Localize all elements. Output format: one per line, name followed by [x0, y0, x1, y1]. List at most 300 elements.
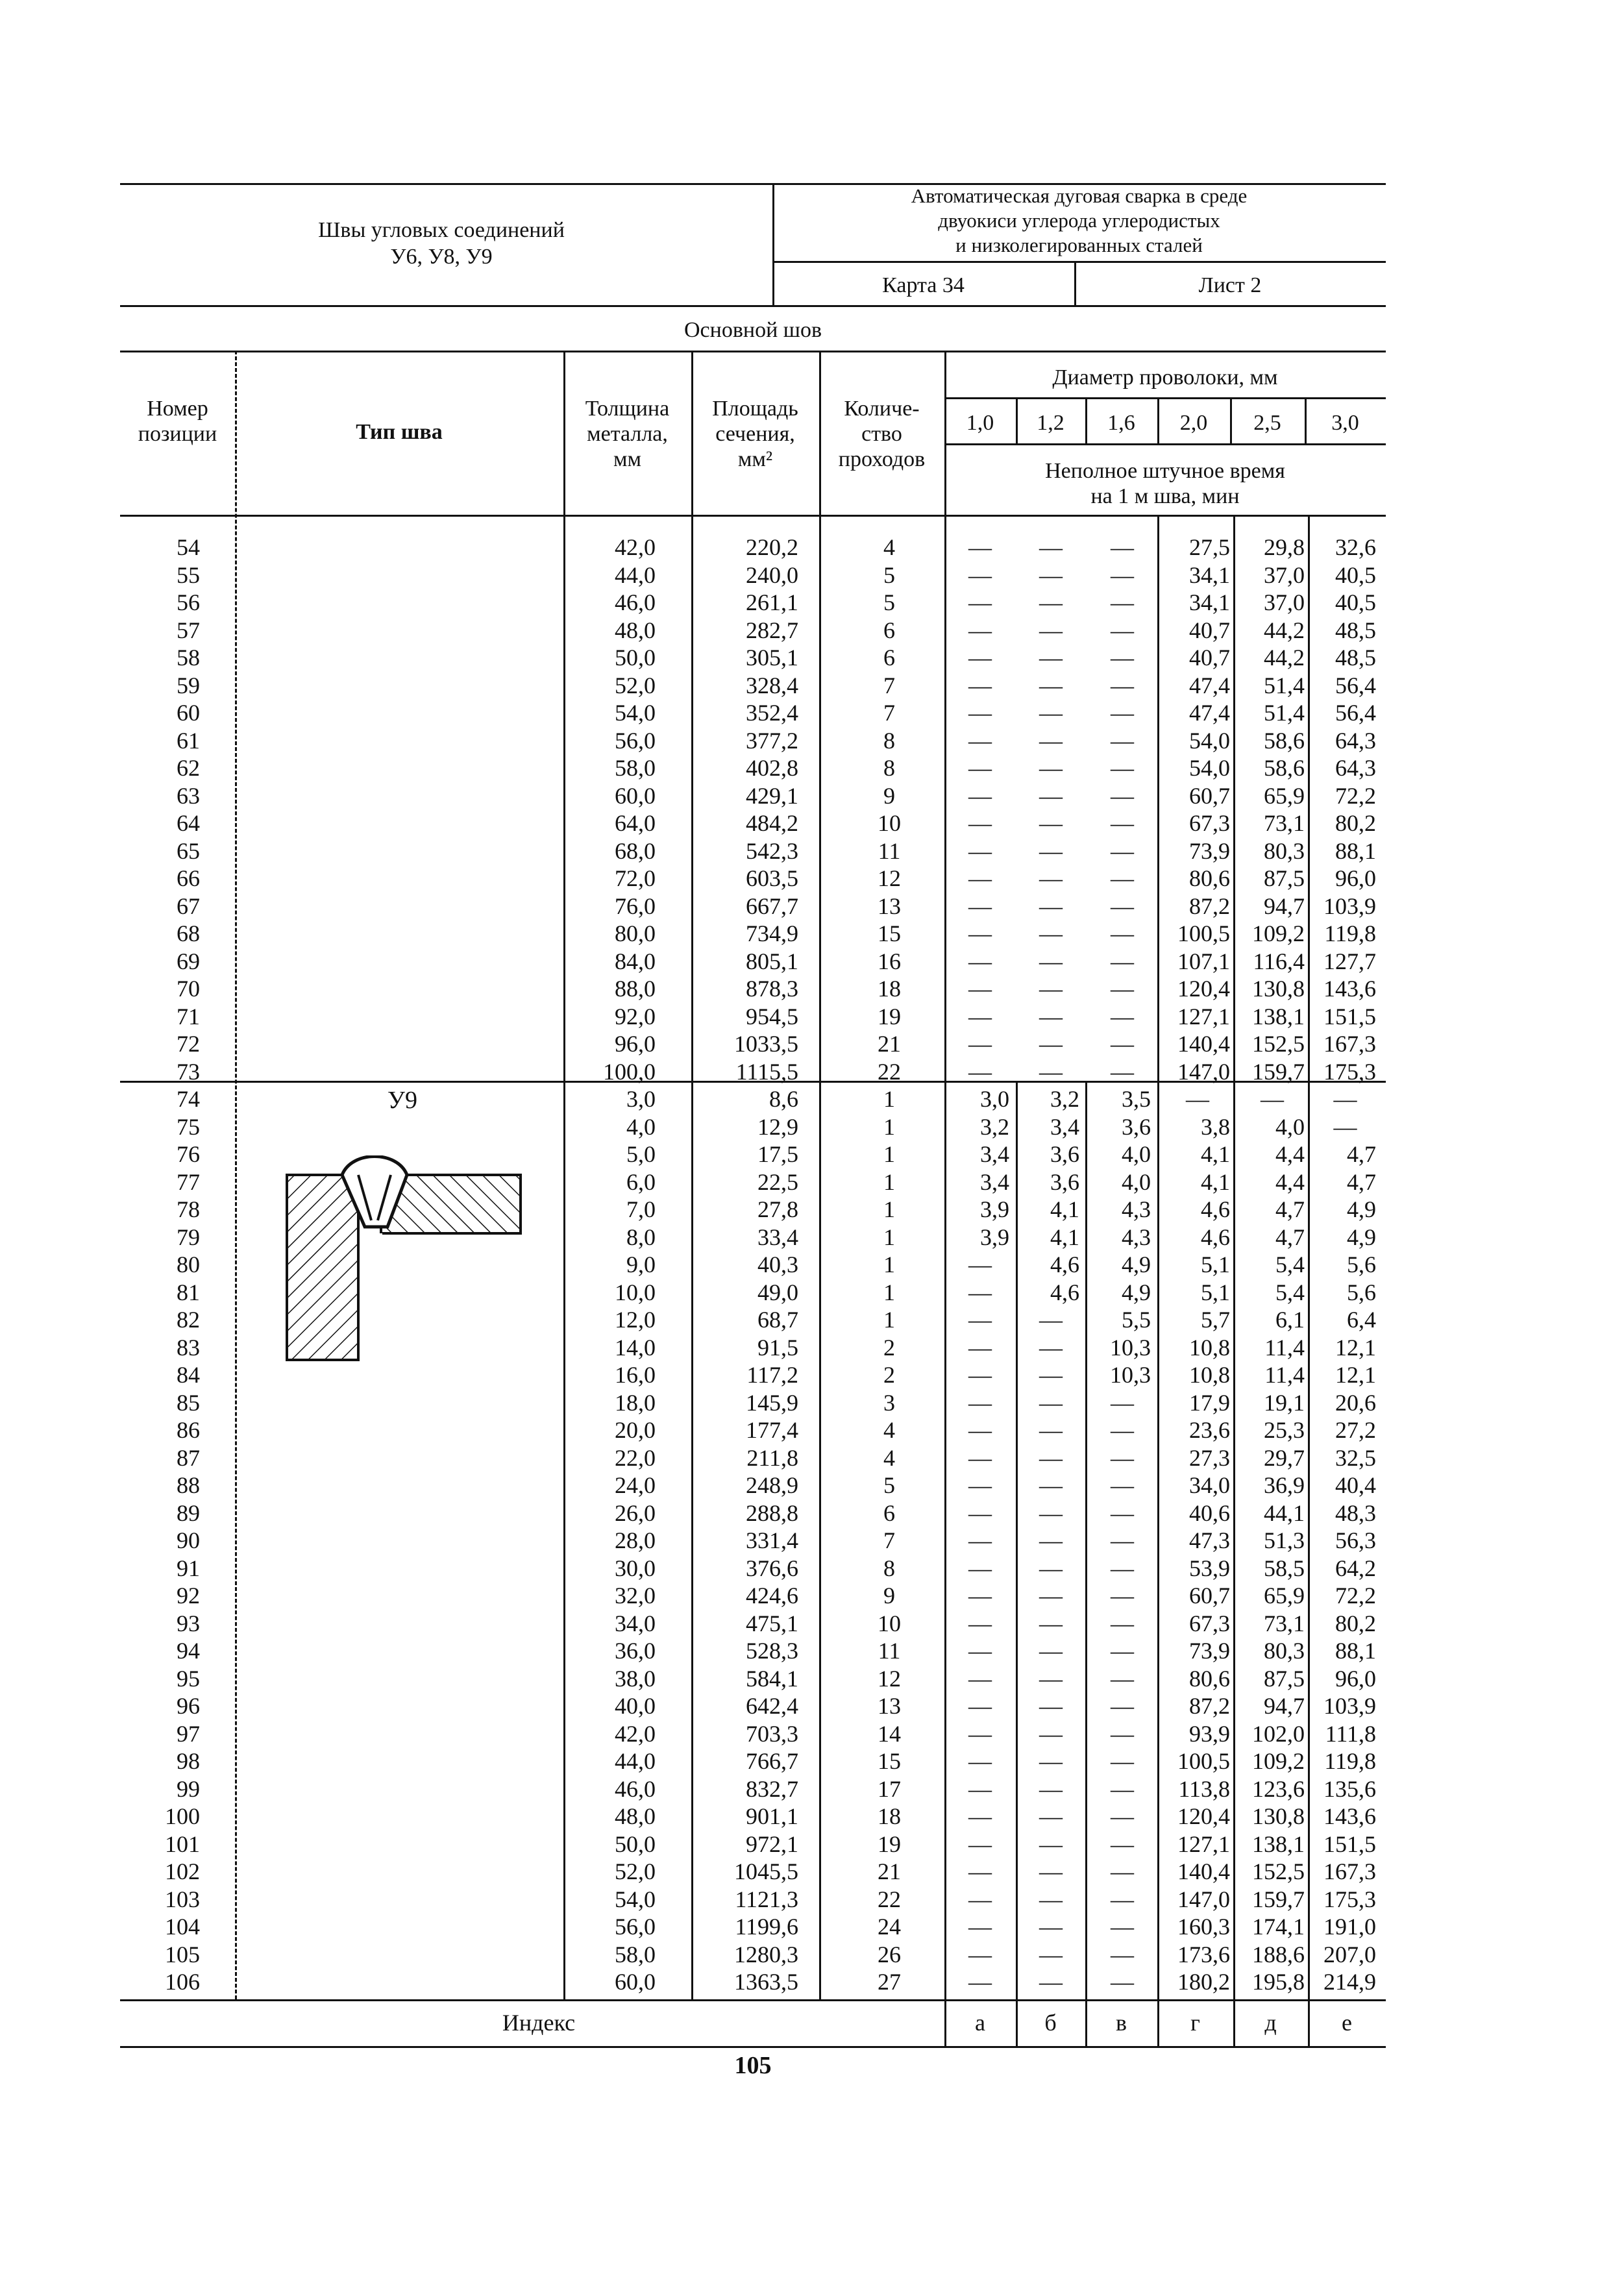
time-d3-0-cell: 40,5 — [1335, 561, 1376, 588]
position-number-cell: 89 — [177, 1499, 200, 1526]
time-d2-0-cell: 17,9 — [1189, 1389, 1230, 1416]
col-header-area-2: сечения, — [715, 422, 795, 446]
time-d3-0-cell: 167,3 — [1323, 1031, 1376, 1057]
time-d2-0-cell: 140,4 — [1177, 1858, 1230, 1884]
pass-count-cell: 6 — [883, 617, 895, 643]
time-d2-0-cell: 53,9 — [1189, 1555, 1230, 1581]
pass-count-cell: 11 — [878, 1638, 901, 1664]
time-d1-0-cell: — — [968, 700, 992, 726]
table-top-rule — [120, 351, 1386, 352]
position-number-cell: 80 — [177, 1252, 200, 1277]
time-d3-0-cell: 143,6 — [1323, 1803, 1376, 1829]
section-area-cell: 603,5 — [746, 865, 798, 891]
pass-count-cell: 3 — [883, 1389, 895, 1416]
pass-count-cell: 15 — [878, 1748, 901, 1774]
col-header-thickness-2: металла, — [587, 422, 668, 446]
table-row — [0, 1416, 1624, 1444]
time-d2-0-cell: 173,6 — [1177, 1941, 1230, 1967]
metal-thickness-cell: 46,0 — [615, 589, 656, 615]
section-area-cell: 1033,5 — [734, 1031, 798, 1057]
time-d3-0-cell: 40,5 — [1335, 589, 1376, 615]
pass-count-cell: 14 — [878, 1720, 901, 1747]
pass-count-cell: 12 — [878, 1665, 901, 1692]
pass-count-cell: 6 — [883, 645, 895, 671]
time-d1-2-cell: — — [1039, 1775, 1063, 1802]
section-area-cell: 12,9 — [757, 1113, 798, 1140]
position-number-cell: 73 — [177, 1058, 200, 1085]
time-d2-0-cell: 5,7 — [1201, 1307, 1230, 1333]
section-area-cell: 220,2 — [746, 534, 798, 560]
pass-count-cell: 15 — [878, 920, 901, 946]
time-d1-6-cell: 4,3 — [1122, 1196, 1151, 1222]
metal-thickness-cell: 14,0 — [615, 1334, 656, 1361]
table-row — [0, 1637, 1624, 1665]
pass-count-cell: 8 — [883, 755, 895, 781]
time-d1-0-cell: — — [968, 1858, 992, 1884]
diameter-2-0: 2,0 — [1179, 411, 1208, 435]
pass-count-cell: 5 — [883, 1472, 895, 1498]
metal-thickness-cell: 22,0 — [615, 1444, 656, 1471]
time-d2-0-cell: 27,3 — [1189, 1444, 1230, 1471]
table-row — [0, 1389, 1624, 1417]
diameter-1-6: 1,6 — [1107, 411, 1135, 435]
time-d1-2-cell: — — [1039, 1720, 1063, 1747]
time-d1-0-cell: — — [968, 1831, 992, 1857]
time-d1-6-cell: 3,6 — [1122, 1113, 1151, 1140]
metal-thickness-cell: 92,0 — [615, 1003, 656, 1030]
section-area-cell: 484,2 — [746, 810, 798, 836]
page-number: 105 — [734, 2052, 772, 2079]
section-area-cell: 1363,5 — [734, 1969, 798, 1995]
time-d3-0-cell: 151,5 — [1323, 1003, 1376, 1030]
time-d3-0-cell: — — [1333, 1086, 1357, 1112]
pass-count-cell: 24 — [878, 1914, 901, 1940]
time-d2-5-cell: 5,4 — [1275, 1252, 1305, 1277]
time-d2-0-cell: 67,3 — [1189, 810, 1230, 836]
time-d1-0-cell: — — [968, 920, 992, 946]
table-row — [0, 1168, 1624, 1196]
time-d2-0-cell: 100,5 — [1177, 920, 1230, 946]
metal-thickness-cell: 44,0 — [615, 1748, 656, 1774]
position-number-cell: 97 — [177, 1720, 200, 1747]
time-d2-5-cell: 123,6 — [1252, 1775, 1305, 1802]
header-right-line-2: двуокиси углерода углеродистых — [938, 209, 1220, 232]
time-d3-0-cell: 56,3 — [1335, 1527, 1376, 1553]
time-d1-0-cell: — — [968, 810, 992, 836]
time-d2-0-cell: 34,1 — [1189, 589, 1230, 615]
time-d1-2-cell: — — [1039, 561, 1063, 588]
time-d1-2-cell: — — [1039, 1583, 1063, 1609]
time-d3-0-cell: 12,1 — [1335, 1334, 1376, 1361]
time-d1-2-cell: — — [1039, 865, 1063, 891]
metal-thickness-cell: 72,0 — [615, 865, 656, 891]
time-d2-0-cell: 4,1 — [1201, 1141, 1230, 1167]
time-d2-0-cell: 5,1 — [1201, 1252, 1230, 1277]
time-d3-0-cell: 214,9 — [1323, 1969, 1376, 1995]
time-d1-0-cell: — — [968, 1969, 992, 1995]
metal-thickness-cell: 48,0 — [615, 1803, 656, 1829]
time-d3-0-cell: 56,4 — [1335, 672, 1376, 698]
time-d2-5-cell: 80,3 — [1264, 1638, 1305, 1664]
pass-count-cell: 4 — [883, 534, 895, 560]
time-d3-0-cell: 72,2 — [1335, 1583, 1376, 1609]
time-d2-5-cell: 174,1 — [1252, 1914, 1305, 1940]
metal-thickness-cell: 50,0 — [615, 1831, 656, 1857]
position-number-cell: 94 — [177, 1638, 200, 1664]
metal-thickness-cell: 58,0 — [615, 1941, 656, 1967]
time-d1-6-cell: — — [1111, 1693, 1134, 1719]
time-d2-0-cell: 34,0 — [1189, 1472, 1230, 1498]
time-d1-0-cell: — — [968, 645, 992, 671]
metal-thickness-cell: 60,0 — [615, 782, 656, 809]
time-d2-0-cell: 87,2 — [1189, 1693, 1230, 1719]
time-d2-5-cell: 94,7 — [1264, 893, 1305, 919]
time-d1-0-cell: — — [968, 1914, 992, 1940]
pass-count-cell: 13 — [878, 893, 901, 919]
time-d1-2-cell: — — [1039, 1748, 1063, 1774]
time-d1-6-cell: — — [1111, 948, 1134, 974]
time-d2-0-cell: 160,3 — [1177, 1914, 1230, 1940]
metal-thickness-cell: 34,0 — [615, 1610, 656, 1636]
time-d1-2-cell: 3,6 — [1050, 1141, 1079, 1167]
time-d1-0-cell: — — [968, 893, 992, 919]
time-d1-6-cell: 4,9 — [1122, 1252, 1151, 1277]
time-d2-5-cell: 87,5 — [1264, 1665, 1305, 1692]
position-number-cell: 68 — [177, 920, 200, 946]
pass-count-cell: 9 — [883, 1583, 895, 1609]
time-d3-0-cell: 96,0 — [1335, 1665, 1376, 1692]
table-row — [0, 1555, 1624, 1583]
pass-count-cell: 22 — [878, 1058, 901, 1085]
metal-thickness-cell: 42,0 — [615, 534, 656, 560]
time-d1-0-cell: 3,9 — [980, 1196, 1009, 1222]
table-row — [0, 1803, 1624, 1831]
time-d2-5-cell: 19,1 — [1264, 1389, 1305, 1416]
section-area-cell: 528,3 — [746, 1638, 798, 1664]
table-row — [0, 1196, 1624, 1224]
time-d3-0-cell: 103,9 — [1323, 893, 1376, 919]
time-d1-0-cell: — — [968, 589, 992, 615]
time-d2-0-cell: 23,6 — [1189, 1417, 1230, 1443]
time-d1-2-cell: — — [1039, 1362, 1063, 1388]
pass-count-cell: 7 — [883, 1527, 895, 1553]
time-d1-6-cell: — — [1111, 1720, 1134, 1747]
time-d3-0-cell: 40,4 — [1335, 1472, 1376, 1498]
pass-count-cell: 6 — [883, 1499, 895, 1526]
metal-thickness-cell: 80,0 — [615, 920, 656, 946]
time-d1-2-cell: — — [1039, 1417, 1063, 1443]
time-d1-2-cell: — — [1039, 1307, 1063, 1333]
pass-count-cell: 13 — [878, 1693, 901, 1719]
time-d1-2-cell: — — [1039, 1058, 1063, 1085]
section-area-cell: 33,4 — [757, 1224, 798, 1250]
section-area-cell: 1121,3 — [735, 1886, 798, 1912]
table-row — [0, 1251, 1624, 1279]
time-d2-5-cell: 51,4 — [1264, 700, 1305, 726]
time-d1-0-cell: — — [968, 1389, 992, 1416]
col-header-passes-1: Количе- — [844, 397, 920, 421]
time-d2-0-cell: 60,7 — [1189, 782, 1230, 809]
table-row — [0, 1444, 1624, 1472]
time-d2-0-cell: 4,6 — [1201, 1196, 1230, 1222]
pass-count-cell: 8 — [883, 1555, 895, 1581]
position-number-cell: 95 — [177, 1665, 200, 1692]
section-area-cell: 429,1 — [746, 782, 798, 809]
pass-count-cell: 21 — [878, 1031, 901, 1057]
diameter-1-2: 1,2 — [1037, 411, 1064, 435]
time-d3-0-cell: 151,5 — [1323, 1831, 1376, 1857]
time-d2-0-cell: 147,0 — [1177, 1058, 1230, 1085]
metal-thickness-cell: 38,0 — [615, 1665, 656, 1692]
time-d1-6-cell: — — [1111, 810, 1134, 836]
time-d3-0-cell: 80,2 — [1335, 810, 1376, 836]
time-d1-2-cell: 4,6 — [1050, 1279, 1079, 1305]
time-d3-0-cell: 80,2 — [1335, 1610, 1376, 1636]
time-d1-0-cell: — — [968, 1499, 992, 1526]
col-header-time-1: Неполное штучное время — [1045, 459, 1285, 483]
time-d1-0-cell: — — [968, 1803, 992, 1829]
position-number-cell: 74 — [177, 1086, 200, 1112]
position-number-cell: 76 — [177, 1141, 200, 1167]
time-d3-0-cell: 88,1 — [1335, 1638, 1376, 1664]
section-area-cell: 642,4 — [746, 1693, 798, 1719]
table-row — [0, 1831, 1624, 1858]
metal-thickness-cell: 64,0 — [615, 810, 656, 836]
time-d1-0-cell: — — [968, 1775, 992, 1802]
time-d2-5-cell: 73,1 — [1264, 1610, 1305, 1636]
time-d3-0-cell: 6,4 — [1347, 1307, 1376, 1333]
time-d1-6-cell: — — [1111, 1941, 1134, 1967]
time-d1-6-cell: — — [1111, 617, 1134, 643]
time-d2-0-cell: 120,4 — [1177, 1803, 1230, 1829]
position-number-cell: 67 — [177, 893, 200, 919]
time-d2-5-cell: 80,3 — [1264, 837, 1305, 864]
time-d1-6-cell: — — [1111, 1969, 1134, 1995]
pass-count-cell: 1 — [883, 1113, 895, 1140]
time-d2-5-cell: 87,5 — [1264, 865, 1305, 891]
section-area-cell: 288,8 — [746, 1499, 798, 1526]
diameter-values-rule — [944, 443, 1386, 445]
time-d1-6-cell: — — [1111, 1748, 1134, 1774]
time-d3-0-cell: 64,3 — [1335, 727, 1376, 754]
time-d1-2-cell: — — [1039, 534, 1063, 560]
time-d1-6-cell: 5,5 — [1122, 1307, 1151, 1333]
section-title: Основной шов — [683, 318, 822, 342]
table-row — [0, 1058, 1624, 1086]
index-letter-a: а — [975, 2010, 985, 2036]
time-d1-2-cell: — — [1039, 1803, 1063, 1829]
position-number-cell: 99 — [177, 1775, 200, 1802]
time-d1-6-cell: — — [1111, 700, 1134, 726]
header-right-line-1: Автоматическая дуговая сварка в среде — [911, 184, 1248, 207]
time-d3-0-cell: 4,9 — [1347, 1196, 1376, 1222]
table-row — [0, 1279, 1624, 1307]
time-d2-0-cell: — — [1186, 1086, 1209, 1112]
section-area-cell: 667,7 — [746, 893, 798, 919]
section-area-cell: 377,2 — [746, 727, 798, 754]
time-d3-0-cell: 167,3 — [1323, 1858, 1376, 1884]
time-d1-0-cell: — — [968, 727, 992, 754]
pass-count-cell: 26 — [878, 1941, 901, 1967]
time-d2-0-cell: 47,4 — [1189, 672, 1230, 698]
time-d2-5-cell: 25,3 — [1264, 1417, 1305, 1443]
time-d1-6-cell: — — [1111, 645, 1134, 671]
metal-thickness-cell: 24,0 — [615, 1472, 656, 1498]
time-d2-0-cell: 73,9 — [1189, 837, 1230, 864]
time-d3-0-cell: 103,9 — [1323, 1693, 1376, 1719]
position-number-cell: 56 — [177, 589, 200, 615]
section-area-cell: 117,2 — [746, 1362, 798, 1388]
time-d1-2-cell: — — [1039, 1969, 1063, 1995]
table-row — [0, 561, 1624, 589]
time-d1-6-cell: — — [1111, 976, 1134, 1002]
position-number-cell: 79 — [177, 1224, 200, 1250]
metal-thickness-cell: 6,0 — [626, 1168, 656, 1195]
time-d3-0-cell: 88,1 — [1335, 837, 1376, 864]
table-row — [0, 1306, 1624, 1334]
time-d1-0-cell: — — [968, 1941, 992, 1967]
time-d1-2-cell: — — [1039, 1941, 1063, 1967]
time-d2-5-cell: 159,7 — [1252, 1058, 1305, 1085]
header-bottom-rule — [120, 305, 1386, 307]
time-d1-2-cell: — — [1039, 1831, 1063, 1857]
time-d2-0-cell: 10,8 — [1189, 1334, 1230, 1361]
section-area-cell: 766,7 — [746, 1748, 798, 1774]
table-row — [0, 1030, 1624, 1058]
position-number-cell: 96 — [177, 1693, 200, 1719]
time-d1-6-cell: — — [1111, 920, 1134, 946]
pass-count-cell: 4 — [883, 1444, 895, 1471]
time-d1-0-cell: — — [968, 534, 992, 560]
position-number-cell: 55 — [177, 561, 200, 588]
time-d2-5-cell: 4,4 — [1275, 1141, 1305, 1167]
time-d3-0-cell: 72,2 — [1335, 782, 1376, 809]
metal-thickness-cell: 56,0 — [615, 727, 656, 754]
time-d1-6-cell: — — [1111, 1417, 1134, 1443]
time-d1-0-cell: — — [968, 948, 992, 974]
time-d1-6-cell: — — [1111, 561, 1134, 588]
time-d2-5-cell: — — [1261, 1086, 1284, 1112]
time-d1-0-cell: — — [968, 1527, 992, 1553]
time-d1-0-cell: — — [968, 617, 992, 643]
time-d1-2-cell: — — [1039, 672, 1063, 698]
time-d2-5-cell: 65,9 — [1264, 782, 1305, 809]
time-d1-0-cell: — — [968, 1638, 992, 1664]
col-header-passes-3: проходов — [838, 447, 926, 471]
position-number-cell: 62 — [177, 755, 200, 781]
section-area-cell: 27,8 — [757, 1196, 798, 1222]
time-d2-5-cell: 29,8 — [1264, 534, 1305, 560]
time-d3-0-cell: 4,7 — [1347, 1168, 1376, 1195]
position-number-cell: 106 — [165, 1969, 200, 1995]
card-number: Карта 34 — [882, 273, 965, 297]
time-d3-0-cell: 5,6 — [1347, 1279, 1376, 1305]
position-number-cell: 87 — [177, 1444, 200, 1471]
time-d1-0-cell: — — [968, 1031, 992, 1057]
metal-thickness-cell: 96,0 — [615, 1031, 656, 1057]
time-d3-0-cell: 175,3 — [1323, 1058, 1376, 1085]
header-right-line-3: и низколегированных сталей — [955, 234, 1203, 256]
metal-thickness-cell: 42,0 — [615, 1720, 656, 1747]
section-area-cell: 17,5 — [757, 1141, 798, 1167]
time-d1-6-cell: — — [1111, 1638, 1134, 1664]
time-d1-0-cell: — — [968, 837, 992, 864]
time-d2-0-cell: 4,1 — [1201, 1168, 1230, 1195]
table-row — [0, 1775, 1624, 1803]
metal-thickness-cell: 5,0 — [626, 1141, 656, 1167]
time-d2-5-cell: 58,5 — [1264, 1555, 1305, 1581]
time-d2-5-cell: 130,8 — [1252, 1803, 1305, 1829]
time-d1-2-cell: — — [1039, 1334, 1063, 1361]
time-d1-6-cell: — — [1111, 1775, 1134, 1802]
pass-count-cell: 5 — [883, 589, 895, 615]
col-header-position-2: позиции — [138, 422, 217, 446]
section-area-cell: 282,7 — [746, 617, 798, 643]
metal-thickness-cell: 58,0 — [615, 755, 656, 781]
table-row — [0, 782, 1624, 810]
table-body-group-2 — [0, 1085, 1624, 1995]
time-d1-2-cell: — — [1039, 1914, 1063, 1940]
position-number-cell: 105 — [165, 1941, 200, 1967]
metal-thickness-cell: 50,0 — [615, 645, 656, 671]
time-d1-0-cell: 3,4 — [980, 1168, 1009, 1195]
time-d2-5-cell: 5,4 — [1275, 1279, 1305, 1305]
section-area-cell: 972,1 — [746, 1831, 798, 1857]
time-d1-0-cell: — — [968, 561, 992, 588]
metal-thickness-cell: 12,0 — [615, 1307, 656, 1333]
time-d2-0-cell: 47,4 — [1189, 700, 1230, 726]
col-header-thickness-1: Толщина — [585, 397, 670, 421]
position-number-cell: 70 — [177, 976, 200, 1002]
time-d2-0-cell: 3,8 — [1201, 1113, 1230, 1140]
time-d1-0-cell: — — [968, 865, 992, 891]
time-d1-6-cell: — — [1111, 1858, 1134, 1884]
col-header-seam-type: Тип шва — [356, 420, 443, 444]
pass-count-cell: 21 — [878, 1858, 901, 1884]
time-d3-0-cell: 135,6 — [1323, 1775, 1376, 1802]
time-d2-5-cell: 188,6 — [1252, 1941, 1305, 1967]
time-d1-0-cell: — — [968, 1362, 992, 1388]
section-area-cell: 1280,3 — [734, 1941, 798, 1967]
position-number-cell: 58 — [177, 645, 200, 671]
section-area-cell: 832,7 — [746, 1775, 798, 1802]
metal-thickness-cell: 9,0 — [626, 1252, 656, 1277]
position-number-cell: 104 — [165, 1914, 200, 1940]
position-number-cell: 98 — [177, 1748, 200, 1774]
pass-count-cell: 5 — [883, 561, 895, 588]
table-row — [0, 754, 1624, 782]
pass-count-cell: 19 — [878, 1831, 901, 1857]
time-d3-0-cell: 119,8 — [1324, 1748, 1376, 1774]
time-d3-0-cell: 56,4 — [1335, 700, 1376, 726]
time-d1-2-cell: — — [1039, 1003, 1063, 1030]
time-d3-0-cell: — — [1333, 1113, 1357, 1140]
position-number-cell: 90 — [177, 1527, 200, 1553]
metal-thickness-cell: 10,0 — [615, 1279, 656, 1305]
table-row — [0, 1582, 1624, 1610]
time-d2-5-cell: 130,8 — [1252, 976, 1305, 1002]
time-d2-0-cell: 40,7 — [1189, 617, 1230, 643]
time-d2-0-cell: 5,1 — [1201, 1279, 1230, 1305]
time-d1-6-cell: — — [1111, 1886, 1134, 1912]
position-number-cell: 59 — [177, 672, 200, 698]
pass-count-cell: 11 — [878, 837, 901, 864]
position-number-cell: 88 — [177, 1472, 200, 1498]
time-d3-0-cell: 111,8 — [1325, 1720, 1376, 1747]
time-d1-0-cell: — — [968, 782, 992, 809]
time-d2-5-cell: 36,9 — [1264, 1472, 1305, 1498]
time-d1-2-cell: — — [1039, 1610, 1063, 1636]
